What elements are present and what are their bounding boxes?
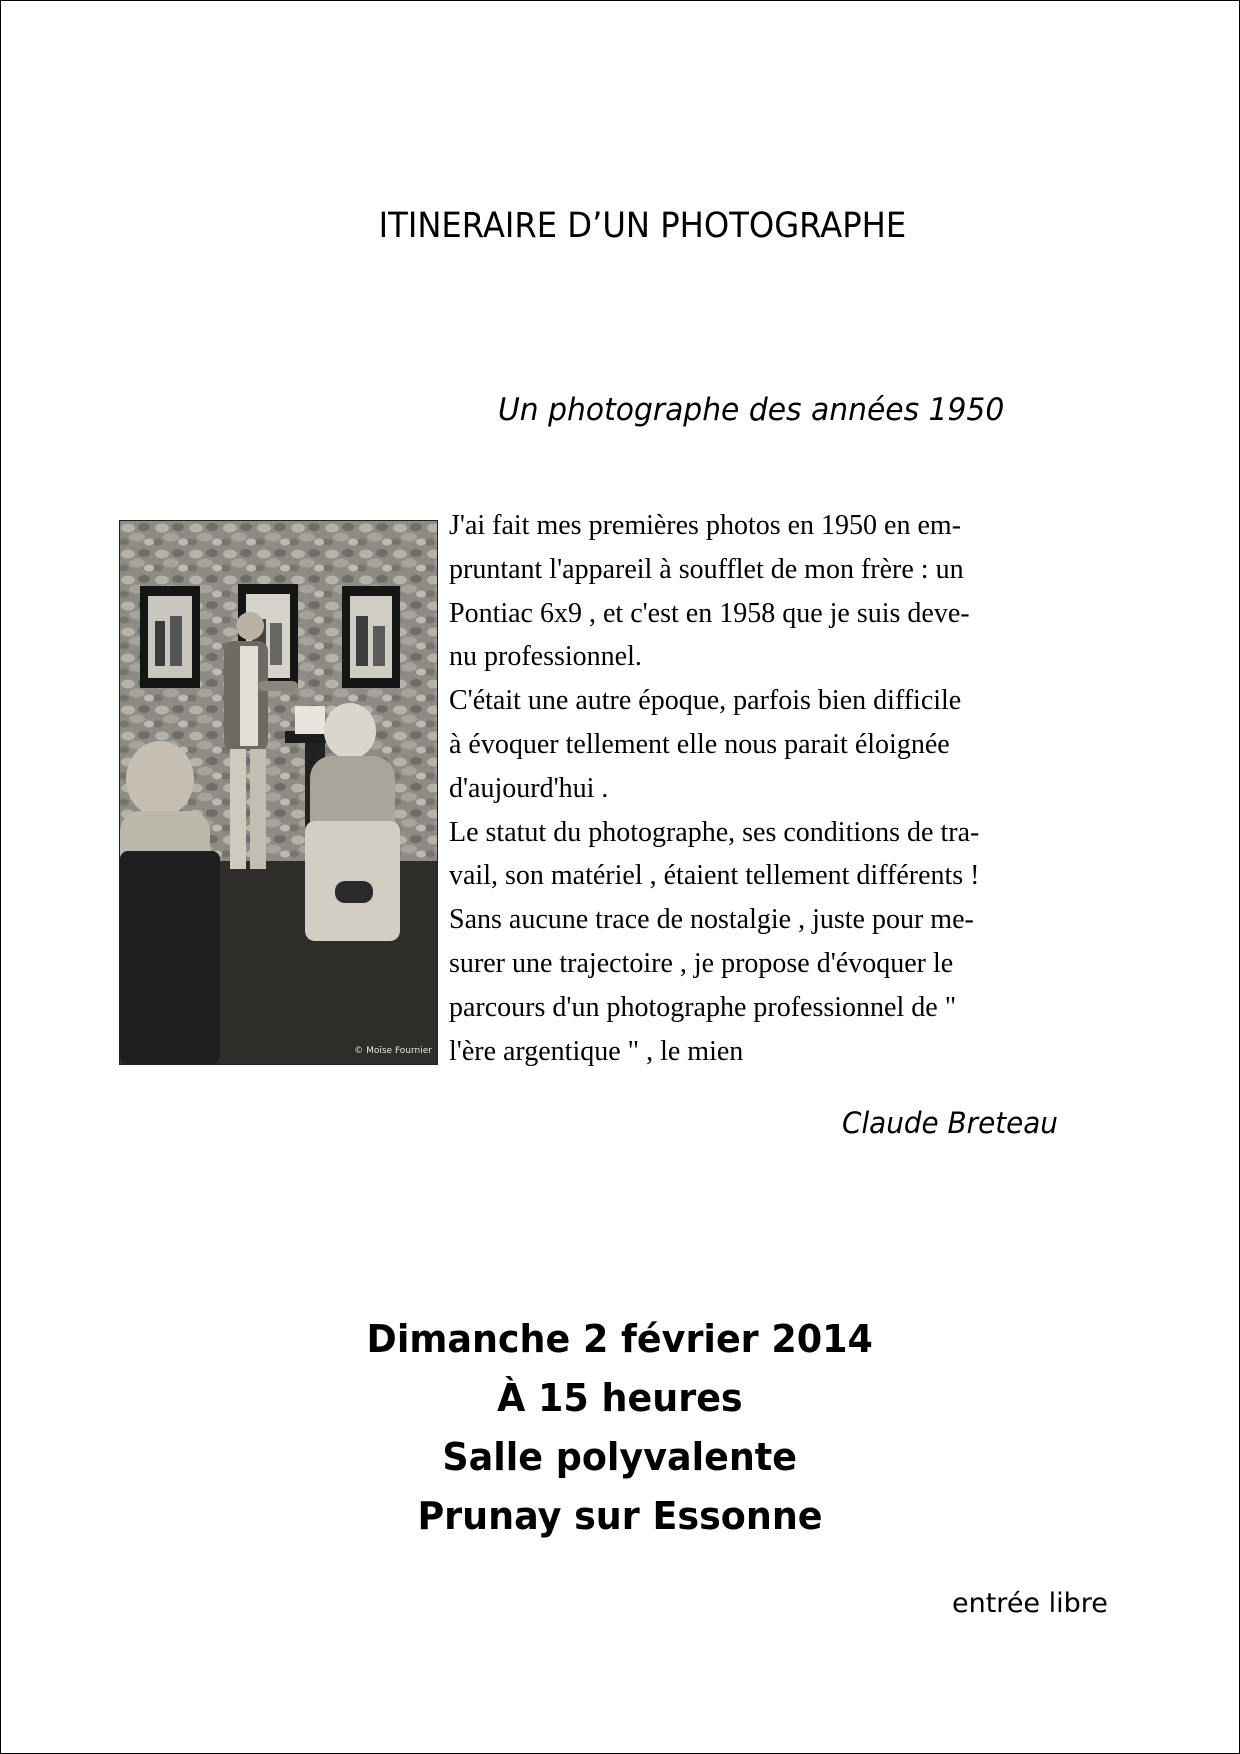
event-venue: Salle polyvalente (442, 1435, 798, 1479)
subtitle: Un photographe des années 1950 (498, 392, 1005, 428)
entry-note: entrée libre (952, 1588, 1108, 1619)
body-line: Sans aucune trace de nostalgie , juste pour me- (449, 904, 974, 936)
event-date: Dimanche 2 février 2014 (366, 1317, 874, 1361)
page-title: ITINERAIRE D’UN PHOTOGRAPHE (378, 206, 907, 246)
body-line: surer une trajectoire , je propose d'évoquer le (449, 947, 954, 979)
body-line: C'était une autre époque, parfois bien difficile (449, 685, 962, 717)
photo-credit: © Moïse Fournier (354, 1046, 432, 1056)
body-line: J'ai fait mes premières photos en 1950 en em- (449, 510, 962, 541)
body-line: vail, son matériel , étaient tellement différents ! (449, 860, 980, 892)
body-line: à évoquer tellement elle nous parait éloignée (449, 728, 950, 760)
body-line: parcours d'un photographe professionnel de " (449, 991, 957, 1023)
event-time: À 15 heures (497, 1376, 743, 1420)
body-line: d'aujourd'hui . (449, 772, 609, 804)
body-line: nu professionnel. (449, 641, 642, 673)
event-photo (119, 520, 438, 1065)
event-details (0, 1310, 1240, 1546)
event-town: Prunay sur Essonne (417, 1494, 823, 1538)
body-line: pruntant l'appareil à soufflet de mon frère : un (449, 553, 964, 585)
body-line: Pontiac 6x9 , et c'est en 1958 que je suis deve- (449, 597, 970, 629)
body-text (449, 504, 1089, 1073)
framed-picture (342, 586, 400, 688)
framed-picture (140, 586, 200, 688)
signature: Claude Breteau (842, 1106, 1058, 1140)
body-line: Le statut du photographe, ses conditions de tra- (449, 816, 980, 848)
body-line: l'ère argentique " , le mien (449, 1035, 744, 1067)
